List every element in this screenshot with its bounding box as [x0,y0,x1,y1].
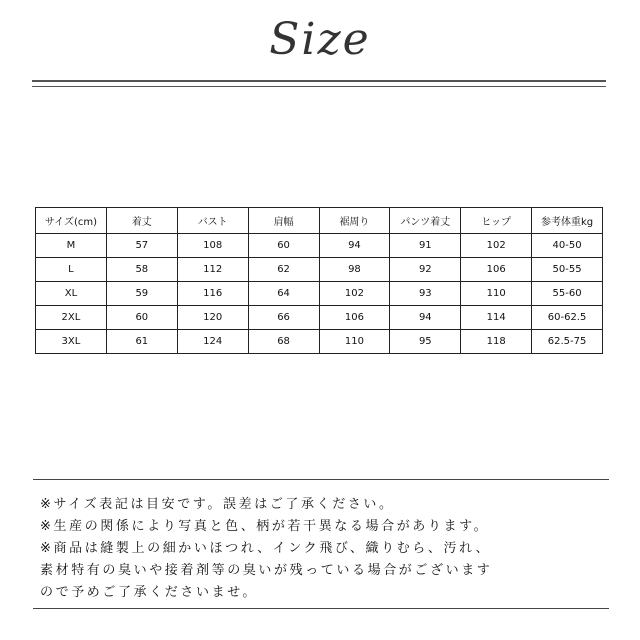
notes-box [33,479,609,609]
table-cell: 118 [461,330,532,354]
title-underline-thick [32,80,606,82]
table-cell: 106 [461,258,532,282]
table-cell: 60 [106,306,177,330]
table-cell: 40-50 [532,234,603,258]
table-row [36,258,603,282]
table-cell: 94 [319,234,390,258]
table-cell: 59 [106,282,177,306]
table-cell: M [36,234,107,258]
table-cell: 94 [390,306,461,330]
table-cell: 102 [461,234,532,258]
table-cell: 91 [390,234,461,258]
table-row [36,282,603,306]
header-pants-length: パンツ着丈 [390,208,461,234]
size-table [35,207,603,354]
page-title: Size [269,14,371,65]
table-cell: 93 [390,282,461,306]
note-line: ので予めご了承くださいませ。 [40,585,259,600]
table-cell: 61 [106,330,177,354]
table-cell: 98 [319,258,390,282]
table-cell: 108 [177,234,248,258]
table-cell: 95 [390,330,461,354]
header-weight: 参考体重kg [532,208,603,234]
table-cell: 120 [177,306,248,330]
table-row [36,234,603,258]
table-cell: 112 [177,258,248,282]
table-cell: 3XL [36,330,107,354]
table-cell: 106 [319,306,390,330]
table-row [36,330,603,354]
title-underline-thin [32,86,606,87]
table-row [36,306,603,330]
header-size: サイズ(cm) [36,208,107,234]
notes [40,494,606,604]
table-cell: 50-55 [532,258,603,282]
table-cell: 64 [248,282,319,306]
table-cell: 62.5-75 [532,330,603,354]
table-cell: 60-62.5 [532,306,603,330]
table-cell: 62 [248,258,319,282]
header-bust: バスト [177,208,248,234]
table-cell: 110 [319,330,390,354]
table-cell: 102 [319,282,390,306]
header-shoulder: 肩幅 [248,208,319,234]
table-cell: 58 [106,258,177,282]
note-line: ※生産の関係により写真と色、柄が若干異なる場合があります。 [40,519,490,534]
note-line: ※商品は縫製上の細かいほつれ、インク飛び、織りむら、汚れ、 [40,541,492,556]
header-hip: ヒップ [461,208,532,234]
table-cell: 55-60 [532,282,603,306]
table-cell: L [36,258,107,282]
header-length: 着丈 [106,208,177,234]
header-hem: 裾周り [319,208,390,234]
table-header-row [36,208,603,234]
table-cell: XL [36,282,107,306]
table-cell: 68 [248,330,319,354]
note-line: ※サイズ表記は目安です。誤差はご了承ください。 [40,497,395,512]
table-cell: 124 [177,330,248,354]
table-cell: 60 [248,234,319,258]
table-cell: 57 [106,234,177,258]
table-cell: 110 [461,282,532,306]
table-cell: 92 [390,258,461,282]
table-cell: 66 [248,306,319,330]
note-line: 素材特有の臭いや接着剤等の臭いが残っている場合がございます [40,563,493,578]
table-cell: 116 [177,282,248,306]
table-cell: 2XL [36,306,107,330]
table-cell: 114 [461,306,532,330]
